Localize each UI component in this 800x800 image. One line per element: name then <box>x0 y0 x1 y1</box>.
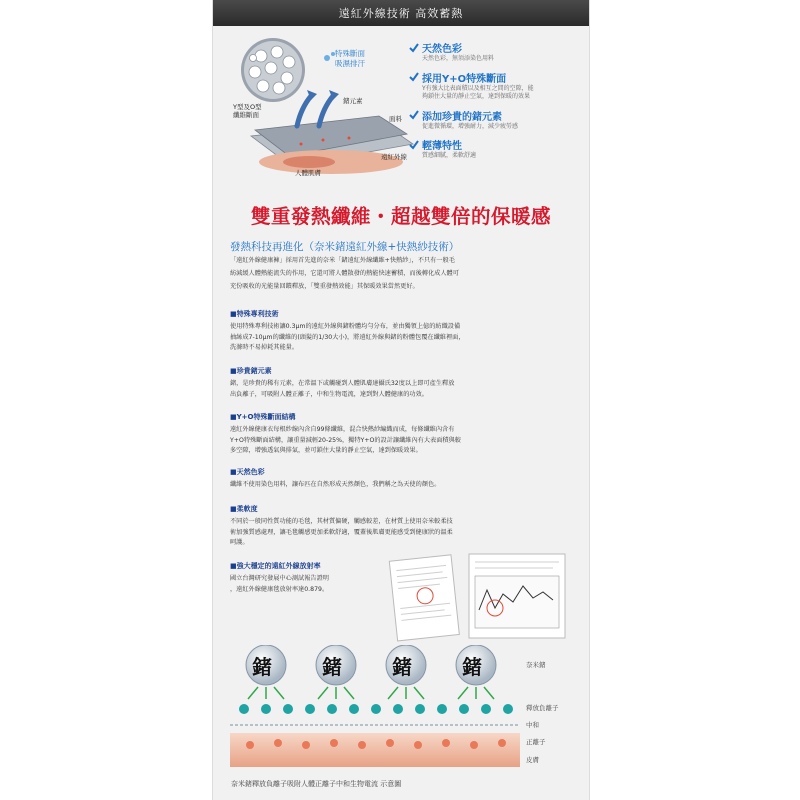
section-line: 洗滌時不易掉耗其能量。 <box>230 344 299 351</box>
section-line: 纖維不使用染色用料，讓布匹在自然形成天然顏色，我們稱之為天使的顏色。 <box>230 481 441 488</box>
germanium-glyph: 鍺 <box>392 655 412 679</box>
section-title: ■特殊專利技術 <box>230 310 279 318</box>
feature-title: 添加珍貴的鍺元素 <box>422 111 502 123</box>
section-body <box>230 574 390 595</box>
intro-line: 「遠紅外線健康褲」採用首先進的奈米「鍺遠紅外線纖維+快熱紗」，不只有一般毛 <box>230 257 455 264</box>
section-line: 術加強質感處理，讓毛毯觸感更加柔軟舒適，覆蓋後肌膚更能感受到健康狀的溫柔 <box>230 528 453 536</box>
section-line: 鍺，是珍貴的稀有元素，在常溫下或觸碰到人體肌膚達攝氏32度以上即可產生釋放 <box>230 380 455 387</box>
germanium-glyph: 鍺 <box>462 655 482 679</box>
feature-desc: 夠鎖住大量的靜止空氣，達到保暖的效果 <box>422 93 531 100</box>
check-icon <box>409 72 419 82</box>
main-headline: 雙重發熱纖維・超越雙倍的保暖感 <box>250 205 551 228</box>
label-skin: 皮膚 <box>526 756 539 764</box>
diagram-caption: 奈米鍺釋放負離子吸附人體正離子中和生物電流 示意圖 <box>231 780 402 788</box>
section-title: ■柔軟度 <box>230 505 258 513</box>
fabric-illustration <box>231 34 421 184</box>
feature-list <box>409 40 579 167</box>
feature-item <box>409 137 579 161</box>
check-icon <box>409 110 419 120</box>
section-line: 呵護。 <box>230 539 249 546</box>
illus-label-far-infrared: 遠紅外線 <box>381 153 407 161</box>
feature-desc: 促進微循環，增強耐力，減少疲勞感 <box>422 122 519 130</box>
product-detail-panel <box>212 0 590 800</box>
section-body <box>230 425 574 457</box>
feature-item <box>409 40 579 64</box>
section-line: Y+O特殊斷面結構，讓重量減輕20-25%，獨特Y+O的設計讓纖維內有大表面積與較 <box>230 436 461 444</box>
illus-label-absorb-sweat: 吸濕排汗 <box>335 59 365 68</box>
section-body <box>230 379 574 400</box>
label-negative-ion: 釋放負離子 <box>526 704 559 712</box>
ion-diagram <box>230 645 582 775</box>
intro-paragraph <box>230 254 574 293</box>
section-title: ■珍貴鍺元素 <box>230 367 272 375</box>
illus-label-y-section-2: 纖維斷面 <box>233 111 259 119</box>
test-report-image <box>383 550 573 645</box>
section-line: 國立台灣研究發展中心測試報告證明 <box>230 575 329 582</box>
feature-title: 天然色彩 <box>422 44 462 55</box>
germanium-glyph: 鍺 <box>252 655 272 679</box>
check-icon <box>409 43 419 53</box>
section-body <box>230 517 574 549</box>
section-line: 遠紅外線健康衣每根紗線內含自99條纖維，混合快熱紗編織而成，每條纖維內含有 <box>230 426 455 433</box>
illus-label-y-section: Y型及O型 <box>233 103 262 111</box>
germanium-glyph: 鍺 <box>322 655 342 679</box>
section-line: 出負離子，可吸附人體正離子，中和生物電流，達到對人體健康的功效。 <box>230 390 428 398</box>
header-bar <box>213 0 589 26</box>
intro-line: 紡減緩人體熱能流失的作用，它還可將人體散發的熱能快速蓄積，而後轉化成人體可 <box>230 270 459 277</box>
illus-label-special-section: 特殊斷面 <box>335 49 365 58</box>
section-body <box>230 322 574 354</box>
section-body <box>230 480 574 491</box>
section-line: 多空隙，增強透氣與排氣，並可鎖住大量的靜止空氣，達到保暖效果。 <box>230 447 422 454</box>
illus-label-germanium: 鍺元素 <box>343 97 363 105</box>
feature-desc: 質感細膩，柔軟舒適 <box>422 152 477 159</box>
section-line: 不同於一般同性質功能的毛毯，其材質偏硬，觸感較差，在材質上使用奈米較柔技 <box>230 518 453 525</box>
feature-item <box>409 70 579 102</box>
section-line: 抽絲成7-10μm的纖維的(頭髮的1/30大小)，將遠紅外線與鍺的粉體包覆在纖維裡面， <box>230 333 465 341</box>
section-line: 使用特殊專利技術讓0.3μm的遠紅外線與鍺粉體均勻分布，並由獨領上億的紡織設備 <box>230 323 461 330</box>
illus-label-skin: 人體肌膚 <box>295 169 321 177</box>
label-neutralize: 中和 <box>526 721 539 729</box>
feature-title: 採用Y+O特殊斷面 <box>422 73 507 85</box>
feature-title: 輕薄特性 <box>422 141 462 152</box>
section-title: ■強大穩定的遠紅外線放射率 <box>230 562 321 570</box>
section-line: ，遠紅外線健康毯放射率達0.879。 <box>230 585 329 593</box>
section-title: ■Y+O特殊斷面結構 <box>230 413 296 421</box>
label-positive-ion: 正離子 <box>526 738 546 746</box>
section-title: ■天然色彩 <box>230 468 265 476</box>
feature-desc: 天然色彩，無須添染色用料 <box>422 55 495 62</box>
feature-desc: Y有強大比表面積以及相互之間的空隙，能 <box>422 84 534 92</box>
check-icon <box>409 140 419 150</box>
label-nano-germanium: 奈米鍺 <box>526 661 546 669</box>
sub-headline: 發熱科技再進化（奈米鍺遠紅外線+快熱紗技術） <box>230 241 460 253</box>
feature-item <box>409 108 579 132</box>
illus-label-fabric: 面料 <box>389 115 402 123</box>
intro-line: 充份吸收的光能量回饋釋放，「雙重發熱效能」其保暖效果當然更好。 <box>230 283 419 290</box>
header-title: 遠紅外線技術 高效蓄熱 <box>338 7 464 20</box>
